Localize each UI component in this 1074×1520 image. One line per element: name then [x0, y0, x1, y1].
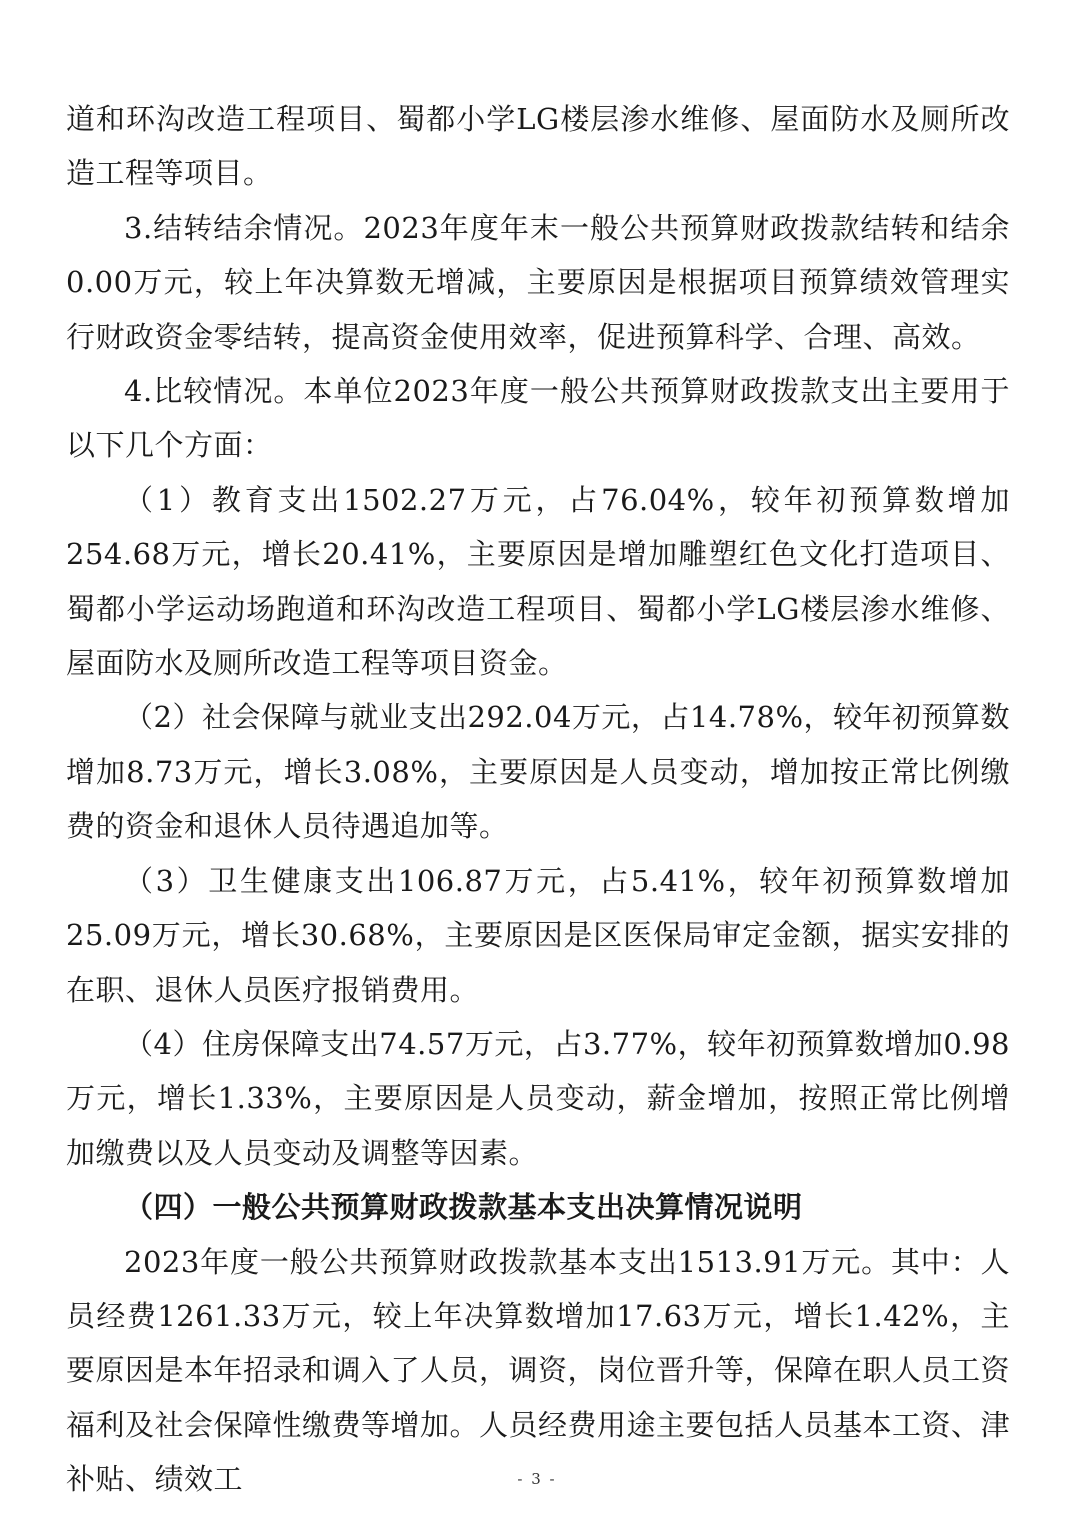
- page-number: - 3 -: [517, 1470, 557, 1488]
- paragraph-health-expenditure: （3）卫生健康支出106.87万元，占5.41%，较年初预算数增加25.09万元，增长30.68%，主要原因是区医保局审定金额，据实安排的在职、退休人员医疗报销费用。: [66, 863, 1010, 1007]
- paragraph-social-security-expenditure: （2）社会保障与就业支出292.04万元，占14.78%，较年初预算数增加8.73万元，增长3.08%，主要原因是人员变动，增加按正常比例缴费的资金和退休人员待遇追加等。: [66, 700, 1010, 844]
- paragraph-continued: 道和环沟改造工程项目、蜀都小学LG楼层渗水维修、屋面防水及厕所改造工程等项目。: [66, 102, 1010, 191]
- paragraph-comparison: 4.比较情况。本单位2023年度一般公共预算财政拨款支出主要用于以下几个方面：: [66, 374, 1010, 463]
- section-heading: （四）一般公共预算财政拨款基本支出决算情况说明: [124, 1190, 803, 1225]
- paragraph-education-expenditure: （1）教育支出1502.27万元，占76.04%，较年初预算数增加254.68万元，增长20.41%，主要原因是增加雕塑红色文化打造项目、蜀都小学运动场跑道和环沟改造工程项目、蜀都小学LG楼层渗水维修、屋面防水及厕所改造工程等项目资金。: [66, 482, 1010, 681]
- document-body: [66, 92, 1010, 1507]
- paragraph-carryover: 3.结转结余情况。2023年度年末一般公共预算财政拨款结转和结余0.00万元，较上年决算数无增减，主要原因是根据项目预算绩效管理实行财政资金零结转，提高资金使用效率，促进预算科学、合理、高效。: [66, 210, 1010, 354]
- paragraph-housing-expenditure: （4）住房保障支出74.57万元，占3.77%，较年初预算数增加0.98万元，增长1.33%，主要原因是人员变动，薪金增加，按照正常比例增加缴费以及人员变动及调整等因素。: [66, 1026, 1010, 1170]
- paragraph-basic-expenditure: 2023年度一般公共预算财政拨款基本支出1513.91万元。其中：人员经费1261.33万元，较上年决算数增加17.63万元，增长1.42%，主要原因是本年招录和调入了人员，调资，岗位晋升等，保障在职人员工资福利及社会保障性缴费等增加。人员经费用途主要包括人员基本工资、津补贴、绩效工: [66, 1244, 1011, 1497]
